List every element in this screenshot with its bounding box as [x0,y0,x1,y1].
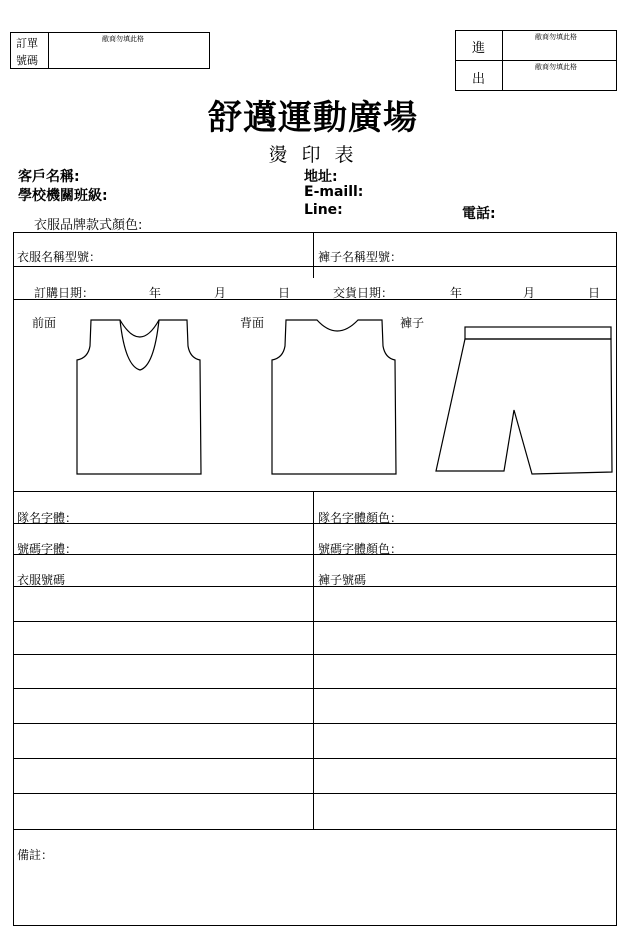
remarks-label: 備註： [17,848,54,862]
back-label: 背面 [240,316,265,330]
pants-label: 褲子 [400,316,425,330]
order-date-day: 日 [278,286,291,300]
in-label: 進 [472,41,486,56]
number-font-field[interactable] [95,531,310,553]
delivery-date-month: 月 [523,286,536,300]
numbers-bottom-line [13,829,617,830]
number-font-label: 號碼字體： [17,542,78,556]
shirt-numbers-field[interactable] [14,587,312,828]
delivery-date-day: 日 [588,286,601,300]
brand-style-color-label: 衣服品牌款式顏色: [34,218,143,233]
number-font-underline [13,554,617,555]
pants-numbers-label: 褲子號碼 [318,573,367,587]
delivery-date-year: 年 [450,286,463,300]
email-label: E-maill: [304,184,364,200]
school-label: 學校機關班級: [18,188,108,204]
out-note: 敝商勿填此格 [535,63,577,71]
order-date-month: 月 [214,286,227,300]
team-font-label: 隊名字體： [17,511,78,525]
back-jersey-drawing[interactable] [265,314,405,480]
in-field[interactable] [504,42,616,59]
pants-numbers-field[interactable] [314,587,616,828]
front-jersey-drawing[interactable] [70,314,210,480]
number-color-label: 號碼字體顏色： [318,542,403,556]
remarks-field[interactable] [14,862,616,924]
order-number-note: 敝商勿填此格 [102,35,144,43]
inout-divider-h [455,60,617,61]
front-label: 前面 [32,316,57,330]
order-number-label-2: 號碼 [16,54,38,67]
delivery-date-label: 交貨日期： [333,286,394,300]
page-title: 舒邁運動廣場 [208,98,418,138]
shirt-model-label: 衣服名稱型號： [17,250,102,264]
customer-name-label: 客戶名稱: [18,169,80,185]
address-label: 地址: [304,169,338,185]
order-number-field[interactable] [50,44,208,68]
pants-model-label: 褲子名稱型號： [318,250,403,264]
shirt-numbers-label: 衣服號碼 [17,573,66,587]
out-label: 出 [472,72,486,87]
number-color-field[interactable] [425,531,615,553]
team-font-field[interactable] [95,500,310,522]
team-color-field[interactable] [425,500,615,522]
order-date-year: 年 [149,286,162,300]
drawings-bottom-line [13,491,617,492]
pants-drawing[interactable] [430,322,620,478]
phone-label: 電話: [462,206,496,222]
shirt-model-field[interactable] [120,240,310,264]
order-number-label-1: 訂單 [16,37,38,50]
order-date-label: 訂購日期： [34,286,95,300]
pants-model-field[interactable] [425,240,615,264]
model-divider [313,232,314,278]
team-font-underline [13,523,617,524]
out-field[interactable] [504,72,616,89]
order-number-divider [48,32,49,69]
team-color-label: 隊名字體顏色： [318,511,403,525]
in-note: 敝商勿填此格 [535,33,577,41]
page-subtitle: 燙 印 表 [268,144,358,166]
line-label: Line: [304,202,343,218]
model-underline [13,266,617,267]
